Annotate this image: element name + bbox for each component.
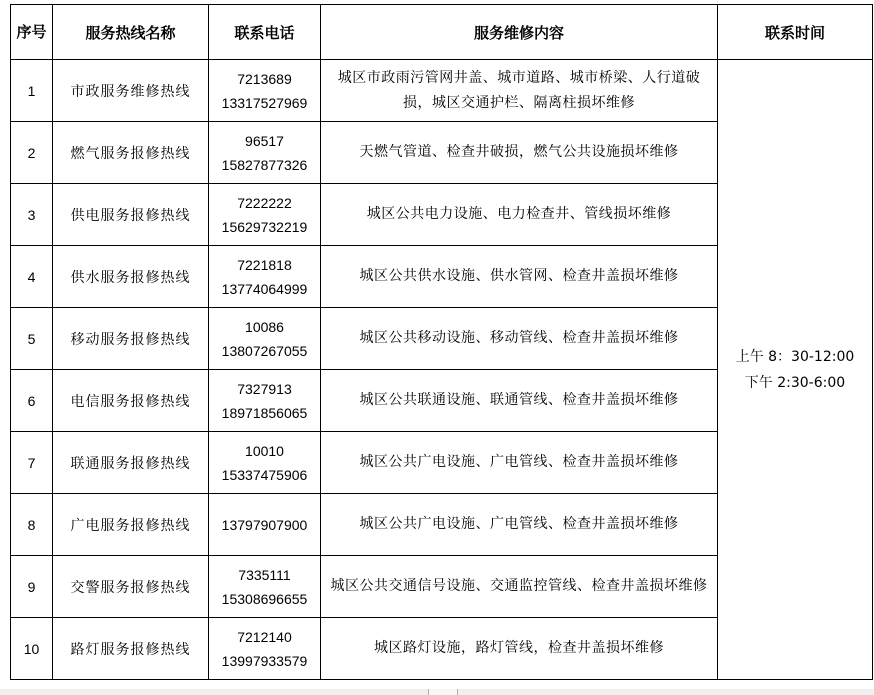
row-number: 1 — [11, 60, 53, 122]
phone-number: 7212140 — [237, 628, 292, 645]
row-number: 4 — [11, 246, 53, 308]
phone-number: 10086 — [245, 318, 284, 335]
service-content: 城区公共电力设施、电力检查井、管线损坏维修 — [321, 184, 718, 246]
service-hotline-table — [10, 4, 873, 680]
header-row — [11, 5, 873, 60]
phone-cell — [209, 60, 321, 122]
hotline-name: 移动服务报修热线 — [53, 308, 209, 370]
hotline-name: 供电服务报修热线 — [53, 184, 209, 246]
hotline-name: 市政服务维修热线 — [53, 60, 209, 122]
scrollbar-handle[interactable] — [428, 689, 458, 695]
phone-cell — [209, 618, 321, 680]
hotline-name: 联通服务报修热线 — [53, 432, 209, 494]
table-row — [11, 60, 873, 122]
phone-cell — [209, 494, 321, 556]
phone-number: 13807267055 — [221, 342, 308, 359]
service-content: 城区公共联通设施、联通管线、检查井盖损坏维修 — [321, 370, 718, 432]
phone-number: 7221818 — [237, 256, 292, 273]
service-content: 城区公共交通信号设施、交通监控管线、检查井盖损坏维修 — [321, 556, 718, 618]
phone-number: 13797907900 — [221, 516, 308, 533]
service-content: 城区公共移动设施、移动管线、检查井盖损坏维修 — [321, 308, 718, 370]
header-phone: 联系电话 — [209, 5, 321, 60]
row-number: 6 — [11, 370, 53, 432]
hotline-name: 路灯服务报修热线 — [53, 618, 209, 680]
hotline-name: 电信服务报修热线 — [53, 370, 209, 432]
row-number: 8 — [11, 494, 53, 556]
header-name: 服务热线名称 — [53, 5, 209, 60]
header-content: 服务维修内容 — [321, 5, 718, 60]
phone-number: 15337475906 — [221, 466, 308, 483]
hotline-name: 燃气服务报修热线 — [53, 122, 209, 184]
phone-number: 18971856065 — [221, 404, 308, 421]
header-no: 序号 — [11, 5, 53, 60]
phone-number: 15629732219 — [221, 218, 308, 235]
phone-number: 7327913 — [237, 380, 292, 397]
hotline-name: 交警服务报修热线 — [53, 556, 209, 618]
service-content: 城区公共广电设施、广电管线、检查井盖损坏维修 — [321, 494, 718, 556]
hotline-name: 广电服务报修热线 — [53, 494, 209, 556]
service-content: 城区公共广电设施、广电管线、检查井盖损坏维修 — [321, 432, 718, 494]
phone-number: 15827877326 — [221, 156, 308, 173]
phone-cell — [209, 184, 321, 246]
row-number: 2 — [11, 122, 53, 184]
phone-number: 15308696655 — [221, 590, 308, 607]
phone-cell — [209, 370, 321, 432]
phone-cell — [209, 556, 321, 618]
phone-number: 7222222 — [237, 194, 292, 211]
phone-cell — [209, 432, 321, 494]
service-content: 城区市政雨污管网井盖、城市道路、城市桥梁、人行道破损，城区交通护栏、隔离柱损坏维修 — [321, 60, 718, 122]
hotline-name: 供水服务报修热线 — [53, 246, 209, 308]
row-number: 10 — [11, 618, 53, 680]
service-content: 天燃气管道、检查井破损，燃气公共设施损坏维修 — [321, 122, 718, 184]
phone-number: 13317527969 — [221, 94, 308, 111]
header-time: 联系时间 — [718, 5, 873, 60]
phone-cell — [209, 308, 321, 370]
row-number: 7 — [11, 432, 53, 494]
service-content: 城区公共供水设施、供水管网、检查井盖损坏维修 — [321, 246, 718, 308]
row-number: 5 — [11, 308, 53, 370]
table-body — [11, 60, 873, 680]
phone-number: 10010 — [245, 442, 284, 459]
phone-cell — [209, 246, 321, 308]
phone-number: 7335111 — [238, 566, 291, 583]
contact-time-line: 上午 8：30-12:00 — [735, 348, 855, 365]
row-number: 9 — [11, 556, 53, 618]
row-number: 3 — [11, 184, 53, 246]
service-content: 城区路灯设施，路灯管线，检查井盖损坏维修 — [321, 618, 718, 680]
phone-number: 7213689 — [237, 70, 292, 87]
contact-time-line: 下午 2:30-6:00 — [744, 374, 846, 391]
phone-number: 13997933579 — [221, 652, 308, 669]
phone-number: 96517 — [245, 132, 284, 149]
phone-cell — [209, 122, 321, 184]
phone-number: 13774064999 — [221, 280, 308, 297]
contact-time-cell — [718, 60, 873, 680]
